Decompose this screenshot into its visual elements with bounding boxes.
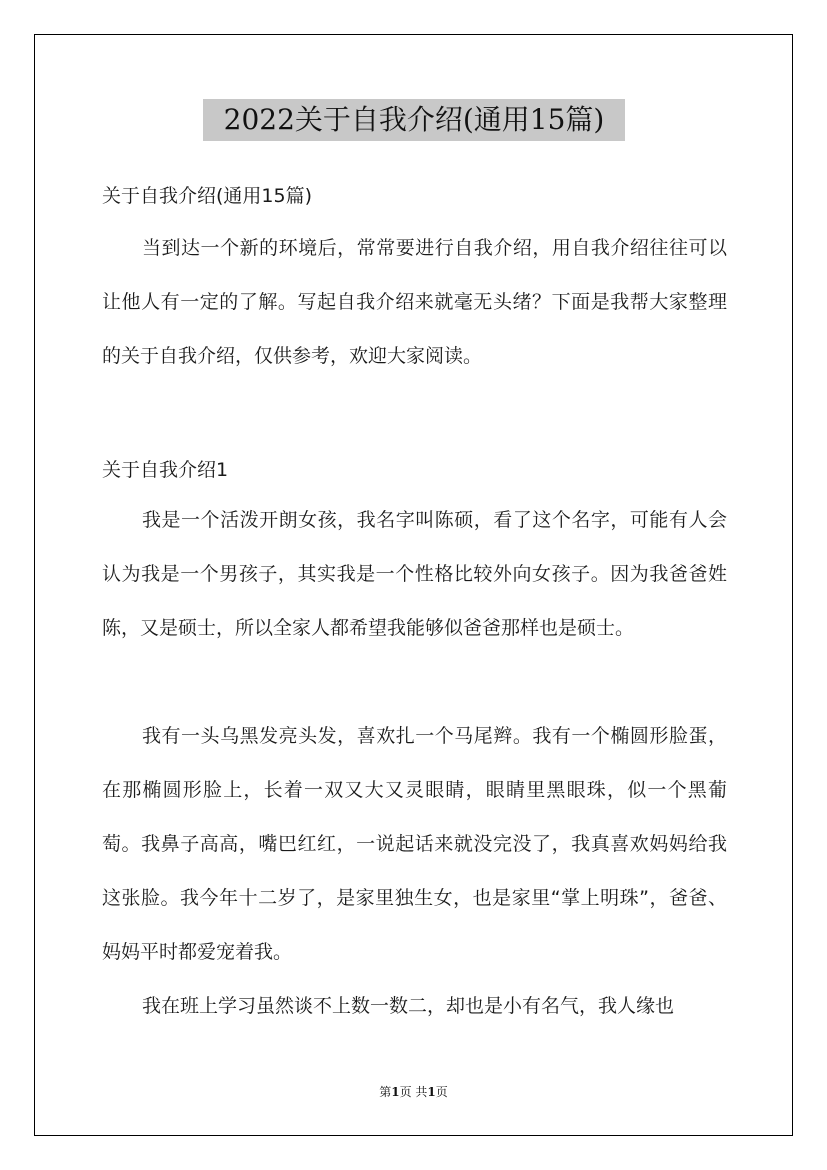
footer-mid: 页 共 [399, 1085, 428, 1099]
document-title: 2022关于自我介绍(通用15篇) [203, 99, 625, 141]
body-paragraph: 我是一个活泼开朗女孩，我名字叫陈硕，看了这个名字，可能有人会认为我是一个男孩子，其实我是一个性格比较外向女孩子。因为我爸爸姓陈，又是硕士，所以全家人都希望我能够似爸爸那样也是硕士。 [102, 509, 727, 639]
page-footer [0, 1083, 827, 1100]
body-paragraph: 我在班上学习虽然谈不上数一数二，却也是小有名气，我人缘也 [142, 995, 675, 1017]
body-paragraph: 我有一头乌黑发亮头发，喜欢扎一个马尾辫。我有一个椭圆形脸蛋，在那椭圆形脸上，长着一双又大又灵眼睛，眼睛里黑眼珠，似一个黑葡萄。我鼻子高高，嘴巴红红，一说起话来就没完没了，我真喜欢妈妈给我这张脸。我今年十二岁了，是家里独生女，也是家里“掌上明珠”，爸爸、妈妈平时都爱宠着我。 [102, 725, 727, 963]
intro-paragraph: 当到达一个新的环境后，常常要进行自我介绍，用自我介绍往往可以让他人有一定的了解。写起自我介绍来就毫无头绪？下面是我帮大家整理的关于自我介绍，仅供参考，欢迎大家阅读。 [102, 237, 727, 367]
document-subtitle: 关于自我介绍(通用15篇) [102, 185, 313, 207]
footer-page-number: 1 [391, 1085, 400, 1099]
footer-suffix: 页 [435, 1085, 448, 1099]
footer-page-total: 1 [427, 1085, 436, 1099]
section-heading: 关于自我介绍1 [102, 459, 229, 481]
footer-prefix: 第 [379, 1085, 392, 1099]
